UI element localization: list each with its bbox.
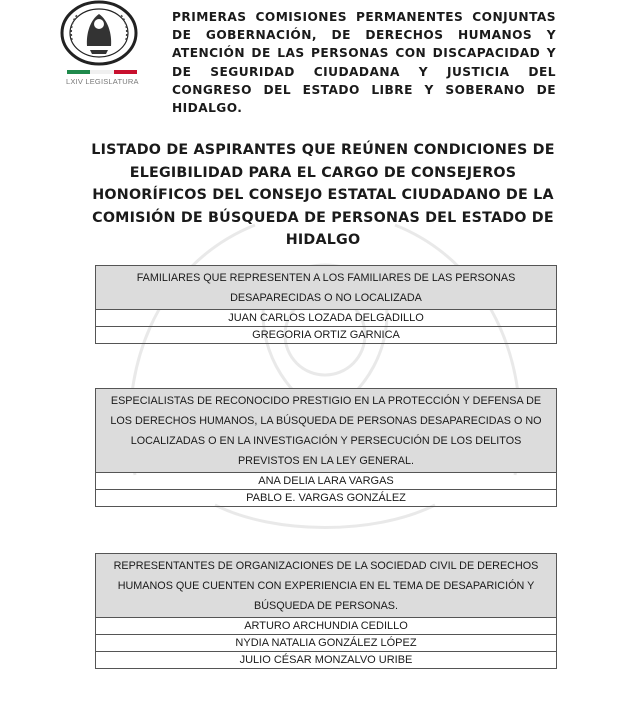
congress-seal-icon (60, 0, 138, 66)
category-heading: FAMILIARES QUE REPRESENTEN A LOS FAMILIARES DE LAS PERSONAS DESAPARECIDAS O NO LOCALIZADA (96, 266, 557, 310)
candidate-name: NYDIA NATALIA GONZÁLEZ LÓPEZ (96, 635, 557, 652)
flag-stripe (67, 70, 137, 74)
candidate-name: JUAN CARLOS LOZADA DELGADILLO (96, 310, 557, 327)
committees-header: PRIMERAS COMISIONES PERMANENTES CONJUNTAS DE GOBERNACIÓN, DE DERECHOS HUMANOS Y ATENCIÓN DE LAS PERSONAS CON DISCAPACIDAD Y DE SEGURIDAD CIUDADANA Y JUSTICIA DEL CONGRESO DEL ESTADO LIBRE Y SOBERANO DE HIDALGO. (172, 10, 556, 116)
candidate-name: PABLO E. VARGAS GONZÁLEZ (96, 490, 557, 507)
candidate-name: GREGORIA ORTIZ GARNICA (96, 327, 557, 344)
category-table-specialists (95, 388, 557, 507)
page-title: LISTADO DE ASPIRANTES QUE REÚNEN CONDICIONES DE ELEGIBILIDAD PARA EL CARGO DE CONSEJEROS HONORÍFICOS DEL CONSEJO ESTATAL CIUDADANO DE LA COMISIÓN DE BÚSQUEDA DE PERSONAS DEL ESTADO DE HIDALGO (91, 142, 555, 248)
category-table-families (95, 265, 557, 344)
legislature-label: LXIV LEGISLATURA (66, 77, 139, 86)
category-heading: REPRESENTANTES DE ORGANIZACIONES DE LA SOCIEDAD CIVIL DE DERECHOS HUMANOS QUE CUENTEN CON EXPERIENCIA EN EL TEMA DE DESAPARICIÓN Y BÚSQUEDA DE PERSONAS. (96, 554, 557, 618)
category-table-civil-society (95, 553, 557, 669)
candidate-name: ANA DELIA LARA VARGAS (96, 473, 557, 490)
congress-logo (56, 0, 146, 92)
candidate-name: ARTURO ARCHUNDIA CEDILLO (96, 618, 557, 635)
category-heading: ESPECIALISTAS DE RECONOCIDO PRESTIGIO EN LA PROTECCIÓN Y DEFENSA DE LOS DERECHOS HUMANOS, LA BÚSQUEDA DE PERSONAS DESAPARECIDAS O NO LOCALIZADAS O EN LA INVESTIGACIÓN Y PERSECUCIÓN DE LOS DELITOS PREVISTOS EN LA LEY GENERAL. (96, 389, 557, 473)
candidate-name: JULIO CÉSAR MONZALVO URIBE (96, 652, 557, 669)
